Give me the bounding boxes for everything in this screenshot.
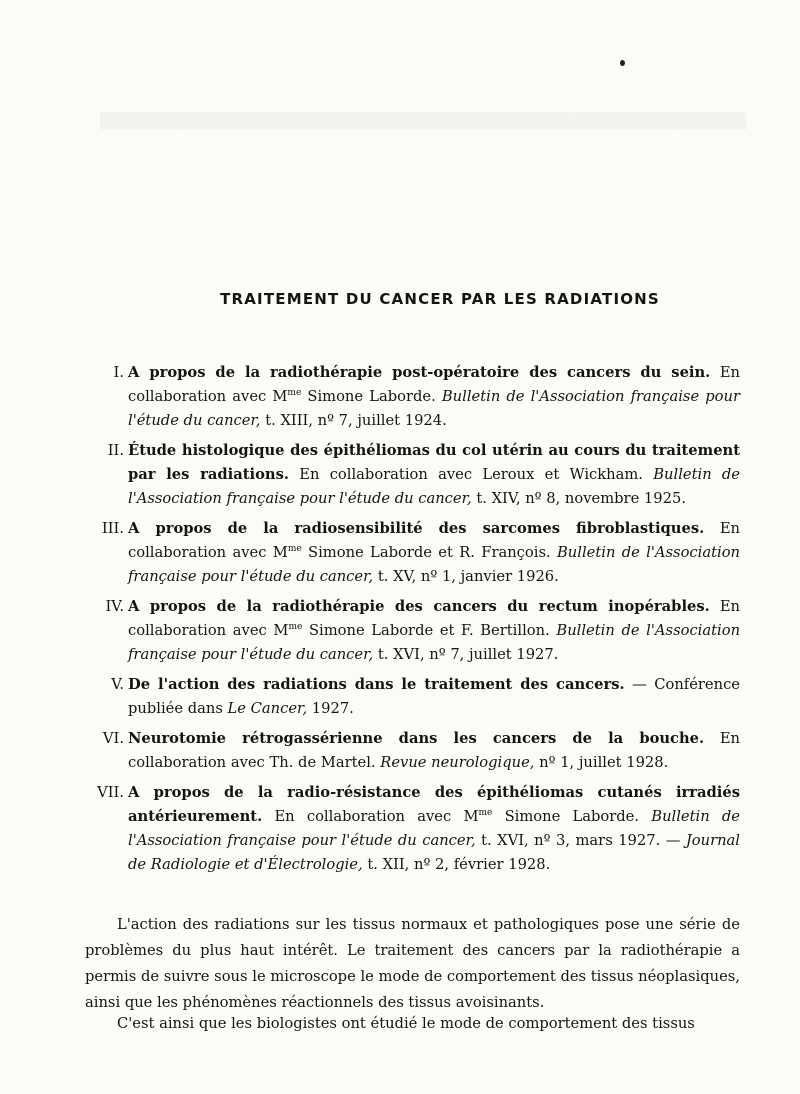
entry-collab: — Conférence publiée dans [128,676,740,717]
entry-collab-sup: me [287,544,302,555]
entry-journal: Bulletin de l'Association française pour l'étude du cancer, [128,808,741,849]
entry-reference: t. XIII, nº 7, juillet 1924. [265,412,447,429]
entry-collab-names: Simone Laborde et F. Bertillon. [308,622,550,639]
entry-collab: En collaboration avec M [128,364,740,405]
entry-collab-names: Simone Laborde. [307,388,436,405]
entry-reference: t. XIV, nº 8, novembre 1925. [476,490,686,507]
entry-collab-sup: me [478,808,493,819]
entry-journal: Bulletin de l'Association française pour l'étude du cancer, [128,388,740,429]
bibliography-entry [97,781,741,877]
section-heading: TRAITEMENT DU CANCER PAR LES RADIATIONS [220,290,660,308]
entry-reference-2: t. XII, nº 2, février 1928. [367,856,551,873]
entry-reference: t. XVI, nº 7, juillet 1927. [377,646,559,663]
entry-number: VII. [97,784,124,801]
ink-dot [620,60,625,66]
bibliography-entry [100,727,740,775]
show-through-texture: ▒▒▒▒▒▒▒▒▒▒▒▒▒▒▒▒▒▒▒▒▒▒▒▒▒▒▒▒▒▒▒▒▒▒▒▒▒▒▒▒▒▒▒▒▒▒▒▒▒▒▒▒▒▒▒▒ [100,112,746,130]
bibliography-entry [100,361,740,433]
bibliography-entry [100,439,740,511]
entry-collab: En collaboration avec M [128,520,740,561]
entry-journal: Bulletin de l'Association française pour l'étude du cancer, [128,544,741,585]
entry-title: De l'action des radiations dans le traitement des cancers. [128,676,625,693]
entry-collab-names: Simone Laborde et R. François. [308,544,551,561]
entry-reference: t. XV, nº 1, janvier 1926. [377,568,559,585]
entry-number: IV. [105,598,124,615]
entry-number: II. [107,442,124,459]
entry-title: Étude histologique des épithéliomas du col utérin au cours du traitement par les radiations. [128,442,740,483]
entry-collab: En collaboration avec M [274,808,479,825]
entry-reference: 1927. [311,700,354,717]
entry-journal-2: Journal de Radiologie et d'Électrologie, [128,832,740,873]
entry-number: I. [113,364,124,381]
entry-journal: Bulletin de l'Association française pour l'étude du cancer, [128,466,741,507]
entry-journal: Revue neurologique, [380,754,535,771]
entry-collab: En collaboration avec Th. de Martel. [128,730,740,771]
body-paragraph: L'action des radiations sur les tissus normaux et pathologiques pose une série de problèmes du plus haut intérêt. Le traitement des cancers par la radiothérapie a permis de suivre sous le microscope le mode de comportement des tissus néoplasiques, ainsi que les phénomènes réactionnels des tissus avoisinants. [85,916,740,1011]
entry-journal: Bulletin de l'Association française pour l'étude du cancer, [128,622,741,663]
entry-journal: Le Cancer, [227,700,308,717]
entry-number: V. [111,676,124,693]
entry-collab-names: Simone Laborde. [504,808,640,825]
bibliography-entry [100,595,740,667]
entry-collab-sup: me [288,622,303,633]
entry-title: Neurotomie rétrogassérienne dans les cancers de la bouche. [128,730,705,747]
bibliography-list [97,361,741,883]
body-paragraph: C'est ainsi que les biologistes ont étudié le mode de comportement des tissus [117,1015,695,1032]
entry-reference: t. XVI, nº 3, mars 1927. — [481,832,681,849]
entry-number: VI. [102,730,124,747]
entry-collab-sup: me [287,388,302,399]
bibliography-entry [100,517,740,589]
entry-collab: En collaboration avec Leroux et Wickham. [299,466,643,483]
entry-title: A propos de la radiosensibilité des sarcomes fibroblastiques. [128,520,705,537]
entry-number: III. [101,520,124,537]
entry-collab: En collaboration avec M [128,598,740,639]
entry-title: A propos de la radio-résistance des épithéliomas cutanés irradiés antérieurement. [128,784,740,825]
bibliography-entry [100,673,740,721]
entry-title: A propos de la radiothérapie post-opératoire des cancers du sein. [128,364,711,381]
entry-reference: nº 1, juillet 1928. [539,754,669,771]
entry-title: A propos de la radiothérapie des cancers du rectum inopérables. [128,598,710,615]
